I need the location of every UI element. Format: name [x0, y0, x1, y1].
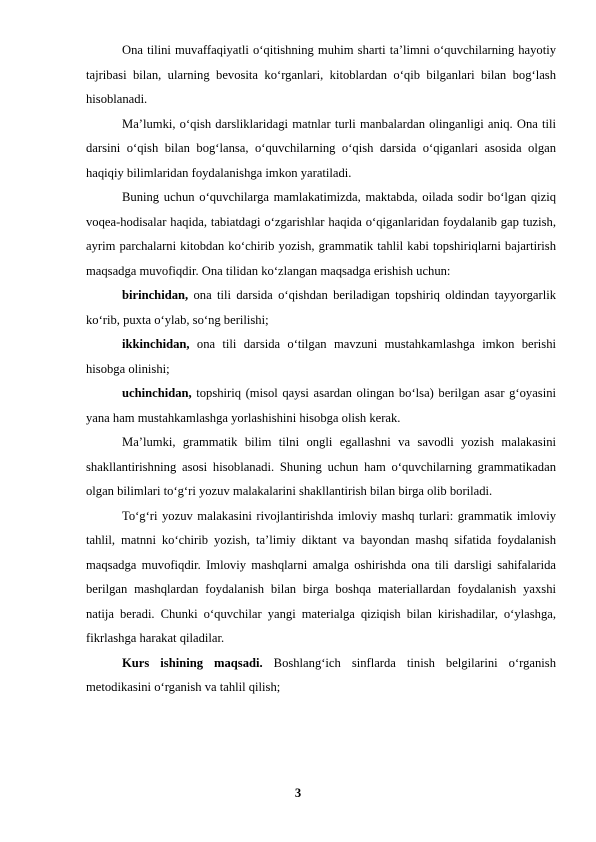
paragraph-text: Boshlang‘ich sinflarda tinish belgilarini o‘rganish metodikasini o‘rganish va tahlil qilish;: [86, 655, 556, 694]
paragraph: [86, 38, 556, 112]
paragraph-text: ona tili darsida o‘qishdan beriladigan topshiriq oldindan tayyorgarlik ko‘rib, puxta o‘ylab, so‘ng berilishi;: [86, 288, 556, 327]
paragraph-text: topshiriq (misol qaysi asardan olingan bo‘lsa) berilgan asar g‘oyasini yana ham mustahkamlashga yorlashishini hisobga olish kerak.: [86, 386, 556, 425]
paragraph-text: ona tili darsida o‘tilgan mavzuni mustahkamlashga imkon berishi hisobga olinishi;: [86, 337, 556, 376]
paragraph-lead: Kurs ishining maqsadi.: [122, 655, 263, 670]
page-number: 3: [294, 786, 302, 800]
paragraph-text: Ma’lumki, o‘qish darsliklaridagi matnlar turli manbalardan olinganligi aniq. Ona tili darsini o‘qish bilan bog‘lansa, o‘quvchilarning o‘qish darsida o‘qiganlari asosida olgan haqiqiy bilimlaridan foydalanishga imkon yaratiladi.: [86, 116, 556, 180]
paragraph-lead: ikkinchidan,: [122, 337, 190, 351]
paragraph-lead: uchinchidan,: [122, 386, 192, 400]
paragraph: [86, 283, 556, 332]
paragraph: [86, 651, 556, 700]
paragraph-lead: birinchidan,: [122, 288, 189, 302]
paragraph: [86, 381, 556, 430]
paragraph-text: To‘g‘ri yozuv malakasini rivojlantirishda imloviy mashq turlari: grammatik imloviy tahlil, matnni ko‘chirib yozish, ta’limiy diktant va bayondan mashq sifatida foydalanish maqsadga muvofiqdir. Imloviy mashqlarni amalga oshirishda ona tili darsligi sahifalarida berilgan mashqlardan foydalanish bilan birga boshqa materiallardan foydalanish yaxshi natija beradi. Chunki o‘quvchilar yangi materialga qiziqish bilan kirishadilar, o‘ylashga, fikrlashga harakat qiladilar.: [86, 508, 556, 645]
paragraph: [86, 112, 556, 186]
paragraph-text: Ma’lumki, grammatik bilim tilni ongli egallashni va savodli yozish malakasini shakllantirishning asosi hisoblanadi. Shuning uchun ham o‘quvchilarning grammatikadan olgan bilimlari to‘g‘ri yozuv malakalarini shakllantirish bilan birga olib boriladi.: [86, 435, 556, 498]
paragraph: [86, 332, 556, 381]
paragraph-text: Buning uchun o‘quvchilarga mamlakatimizda, maktabda, oilada sodir bo‘lgan qiziq voqea-hodisalar haqida, tabiatdagi o‘zgarishlar haqida o‘qiganlaridan foydalanib gap tuzish, ayrim parchalarni kitobdan ko‘chirib yozish, grammatik tahlil kabi topshiriqlarni bajartirish maqsadga muvofiqdir. Ona tilidan ko‘zlangan maqsadga erishish uchun:: [86, 190, 556, 278]
paragraph: [86, 430, 556, 504]
paragraph-text: Ona tilini muvaffaqiyatli o‘qitishning muhim sharti ta’limni o‘quvchilarning hayotiy tajribasi bilan, ularning bevosita ko‘rganlari, kitoblardan o‘qib bilganlari bilan bog‘lash hisoblanadi.: [86, 43, 556, 106]
document-body: [86, 38, 556, 700]
paragraph: [86, 185, 556, 283]
paragraph: [86, 504, 556, 651]
